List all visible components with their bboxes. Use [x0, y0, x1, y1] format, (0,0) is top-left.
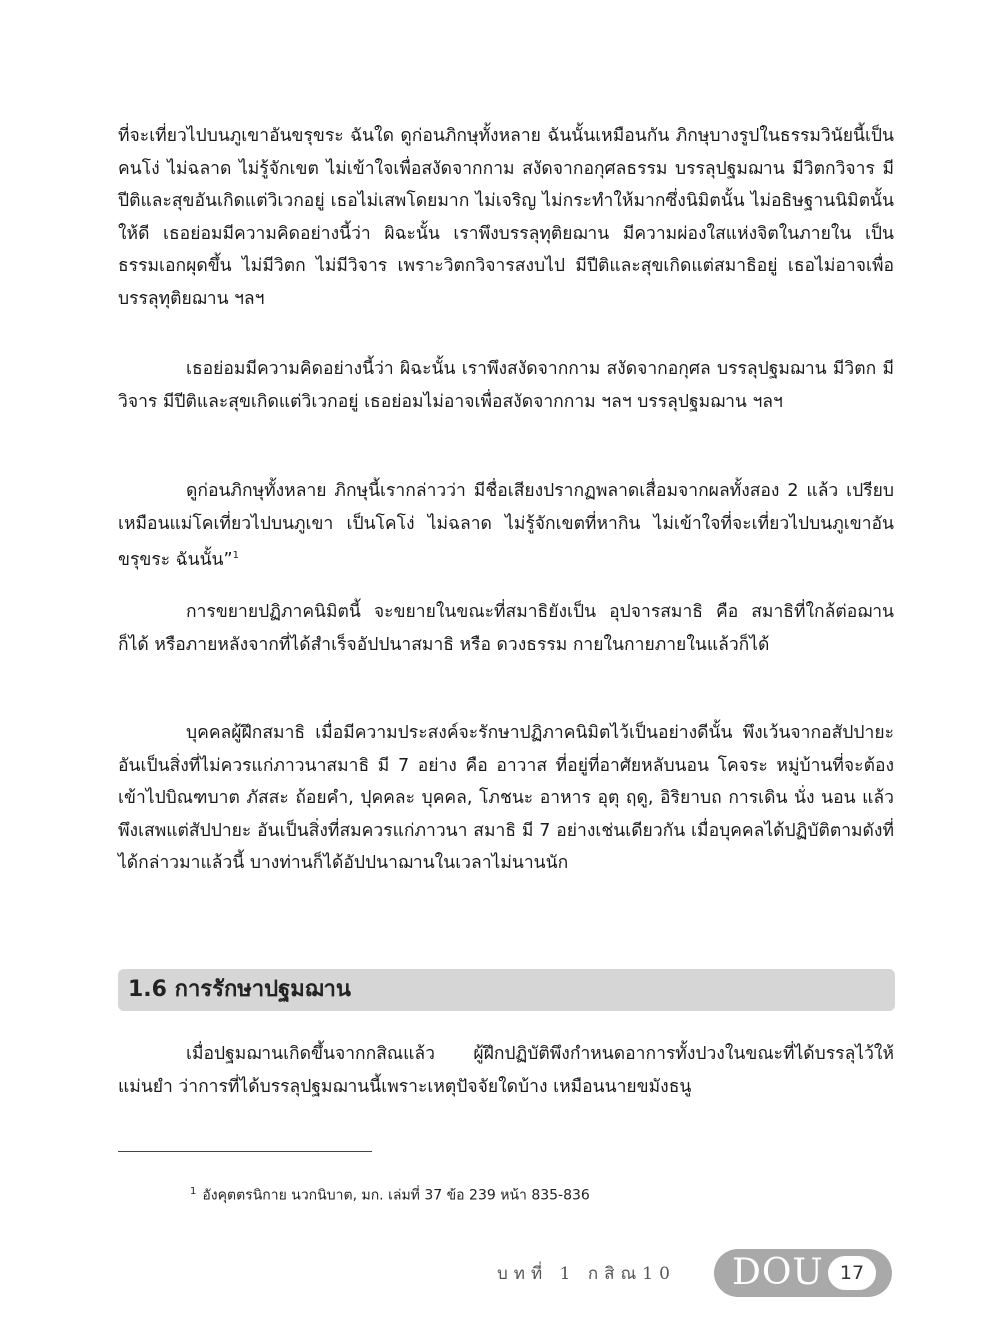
paragraph-text: การขยายปฏิภาคนิมิตนี้ จะขยายในขณะที่สมาธิยังเป็น อุปจารสมาธิ คือ สมาธิที่ใกล้ต่อฌานก็ได้ หรือภายหลังจากที่ได้สำเร็จอัปปนาสมาธิ หรือ ดวงธรรม กายในกายภายในแล้วก็ได้ — [118, 602, 894, 655]
paragraph — [118, 353, 894, 418]
paragraph-text: เมื่อปฐมฌานเกิดขึ้นจากกสิณแล้ว ผู้ฝึกปฏิบัติพึงกำหนดอาการทั้งปวงในขณะที่ได้บรรลุไว้ให้แม่นยำ ว่าการที่ได้บรรลุปฐมฌานนี้เพราะเหตุปัจจัยใดบ้าง เหมือนนายขมังธนู — [118, 1044, 894, 1097]
section-heading-bar — [118, 969, 895, 1011]
paragraph — [118, 1038, 894, 1103]
paragraph — [118, 717, 894, 880]
page-number-circle — [828, 1256, 876, 1290]
paragraph — [118, 596, 894, 661]
section-heading: 1.6 การรักษาปฐมฌาน — [128, 977, 351, 1002]
paragraph-quote-end — [118, 475, 894, 577]
dou-page-badge — [714, 1249, 892, 1297]
paragraph-text: เธอย่อมมีความคิดอย่างนี้ว่า ผิฉะนั้น เราพึงสงัดจากกาม สงัดจากอกุศล บรรลุปฐมฌาน มีวิตก มีวิจาร มีปีติและสุขเกิดแต่วิเวกอยู่ เธอย่อมไม่อาจเพื่อสงัดจากกาม ฯลฯ บรรลุปฐมฌาน ฯลฯ — [118, 359, 894, 412]
chapter-label: บทที่ 1 กสิณ10 — [497, 1264, 676, 1284]
footnote-text: อังคุตตรนิกาย นวกนิบาต, มก. เล่มที่ 37 ข้อ 239 หน้า 835-836 — [202, 1187, 590, 1204]
footnote-marker: 1 — [190, 1186, 197, 1197]
paragraph-text: ที่จะเที่ยวไปบนภูเขาอันขรุขระ ฉันใด ดูก่อนภิกษุทั้งหลาย ฉันนั้นเหมือนกัน ภิกษุบางรูปในธรรมวินัยนี้เป็นคนโง่ ไม่ฉลาด ไม่รู้จักเขต ไม่เข้าใจเพื่อสงัดจากกาม สงัดจากอกุศลธรรม บรรลุปฐมฌาน มีวิตกวิจาร มีปีติและสุขอันเกิดแต่วิเวกอยู่ เธอไม่เสพโดยมาก ไม่เจริญ ไม่กระทำให้มากซึ่งนิมิตนั้น ไม่อธิษฐานนิมิตนั้นให้ดี เธอย่อมมีความคิดอย่างนี้ว่า ผิฉะนั้น เราพึงบรรลุทุติยฌาน มีความผ่องใสแห่งจิตในภายใน เป็นธรรมเอกผุดขึ้น ไม่มีวิตก ไม่มีวิจาร เพราะวิตกวิจารสงบไป มีปีติและสุขเกิดแต่สมาธิอยู่ เธอไม่อาจเพื่อบรรลุทุติยฌาน ฯลฯ — [118, 126, 894, 309]
paragraph-continued — [118, 120, 894, 316]
footnote-reference[interactable]: 1 — [232, 550, 239, 562]
footnote-divider — [118, 1151, 372, 1152]
paragraph-text: ดูก่อนภิกษุทั้งหลาย ภิกษุนี้เรากล่าวว่า มีชื่อเสียงปรากฏพลาดเสื่อมจากผลทั้งสอง 2 แล้ว เปรียบเหมือนแม่โคเที่ยวไปบนภูเขา เป็นโคโง่ ไม่ฉลาด ไม่รู้จักเขตที่หากิน ไม่เข้าใจที่จะเที่ยวไปบนภูเขาอันขรุขระ ฉันนั้น” — [118, 481, 894, 571]
footnote — [190, 1182, 590, 1206]
brand-logo: DOU — [732, 1252, 824, 1293]
paragraph-text: บุคคลผู้ฝึกสมาธิ เมื่อมีความประสงค์จะรักษาปฏิภาคนิมิตไว้เป็นอย่างดีนั้น พึงเว้นจากอสัปปายะ อันเป็นสิ่งที่ไม่ควรแก่ภาวนาสมาธิ มี 7 อย่าง คือ อาวาส ที่อยู่ที่อาศัยหลับนอน โคจระ หมู่บ้านที่จะต้องเข้าไปบิณฑบาต ภัสสะ ถ้อยคำ, ปุคคละ บุคคล, โภชนะ อาหาร อุตุ ฤดู, อิริยาบถ การเดิน นั่ง นอน แล้วพึงเสพแต่สัปปายะ อันเป็นสิ่งที่สมควรแก่ภาวนา สมาธิ มี 7 อย่างเช่นเดียวกัน เมื่อบุคคลได้ปฏิบัติตามดังที่ได้กล่าวมาแล้วนี้ บางท่านก็ได้อัปปนาฌานในเวลาไม่นานนัก — [118, 723, 894, 874]
page-number: 17 — [839, 1262, 865, 1284]
